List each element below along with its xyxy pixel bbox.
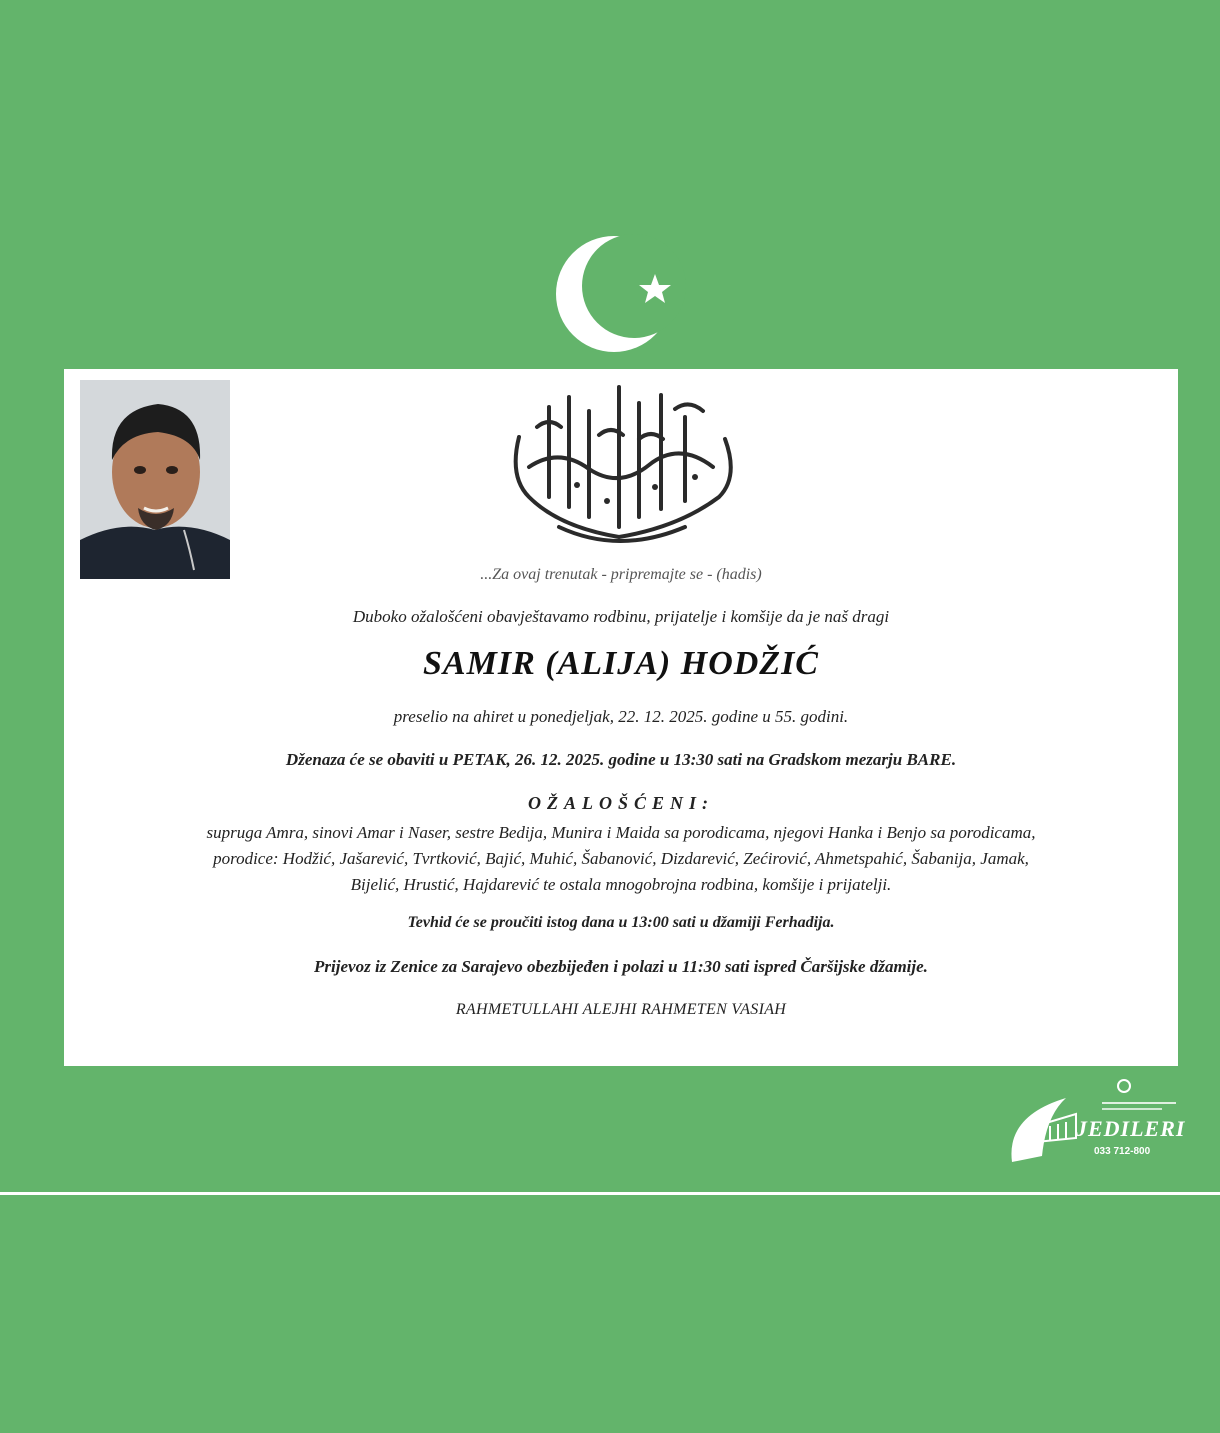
death-date-text: preselio na ahiret u ponedjeljak, 22. 12. 2025. godine u 55. godini. <box>393 707 849 726</box>
transport-info: Prijevoz iz Zenice za Sarajevo obezbijeđen i polazi u 11:30 sati ispred Čaršijske džamije. <box>314 957 928 976</box>
logo-name: JEDILERI <box>1076 1116 1186 1141</box>
deceased-photo <box>80 380 230 579</box>
arabic-calligraphy-emblem <box>489 377 751 559</box>
intro-text: Duboko ožalošćeni obavještavamo rodbinu, prijatelje i komšije da je naš dragi <box>352 607 890 626</box>
mourners-line: Bijelić, Hrustić, Hajdarević te ostala mnogobrojna rodbina, komšije i prijatelji. <box>350 875 892 894</box>
divider-line <box>0 1192 1220 1195</box>
mourners-heading: OŽALOŠĆENI: <box>527 793 714 813</box>
deceased-name: SAMIR (ALIJA) HODŽIĆ <box>423 645 819 682</box>
funeral-info: Dženaza će se obaviti u PETAK, 26. 12. 2025. godine u 13:30 sati na Gradskom mezarju BARE. <box>285 750 957 769</box>
crescent-star-icon <box>552 232 692 356</box>
mourners-line: porodice: Hodžić, Jašarević, Tvrtković, Bajić, Muhić, Šabanović, Dizdarević, Zećirović, Ahmetspahić, Šabanija, Jamak, <box>213 849 1029 868</box>
closing-prayer: RAHMETULLAHI ALEJHI RAHMETEN VASIAH <box>455 1001 787 1018</box>
tevhid-info: Tevhid će se proučiti istog dana u 13:00 sati u džamiji Ferhadija. <box>407 914 835 931</box>
mourners-line: supruga Amra, sinovi Amar i Naser, sestre Bedija, Munira i Maida sa porodicama, njegovi Hanka i Benjo sa porodicama, <box>206 823 1036 842</box>
obituary-card <box>64 369 1178 1066</box>
mourners-list <box>64 820 1178 898</box>
logo-phone: 033 712-800 <box>1094 1146 1151 1157</box>
hadis-quote: ...Za ovaj trenutak - pripremajte se - (hadis) <box>480 566 762 583</box>
